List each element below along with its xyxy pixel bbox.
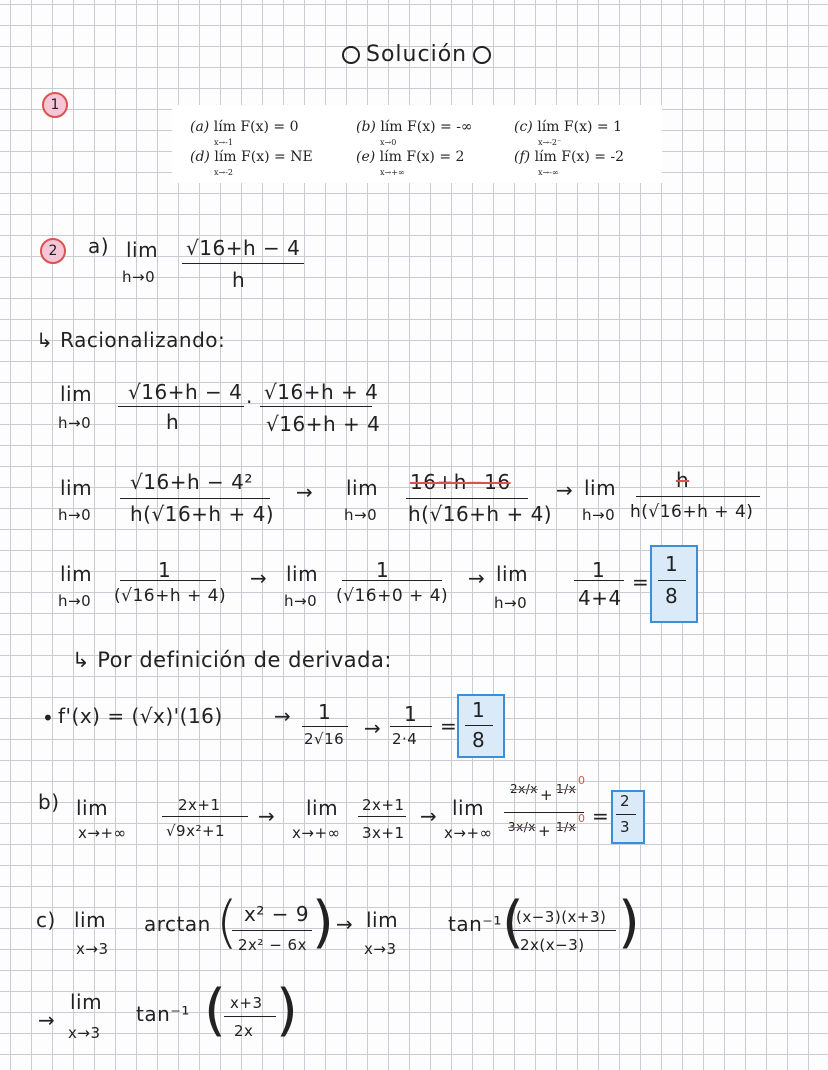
fraction-bar xyxy=(120,498,270,499)
step2-den3: h(√16+h + 4) xyxy=(630,502,754,522)
part-c-sub2: x→3 xyxy=(364,940,397,958)
part-c-den: 2x² − 6x xyxy=(238,936,307,954)
result-num: 2 xyxy=(620,792,631,810)
answer-a-sub: x→-1 xyxy=(214,138,234,147)
fraction-bar xyxy=(260,406,372,407)
step3-den2: (√16+0 + 4) xyxy=(336,586,449,606)
answer-e: (e) lím F(x) = 2 xyxy=(356,149,465,165)
part-b-num3b: 1/x xyxy=(556,782,577,796)
arrow-icon: → xyxy=(556,478,574,502)
fraction-bar xyxy=(512,930,616,931)
step3-num: 1 xyxy=(158,558,172,582)
arrow-icon: → xyxy=(336,912,354,936)
page-title: Solución xyxy=(336,42,497,67)
answer-d: (d) lím F(x) = NE xyxy=(190,149,313,165)
paren-left: ( xyxy=(502,890,525,955)
derivative-den2: 2·4 xyxy=(392,730,418,748)
result-den: 8 xyxy=(665,584,679,608)
arrow-icon: → xyxy=(420,804,438,828)
part-b-lim: lim xyxy=(76,796,109,820)
answer-f-sub: x→-∞ xyxy=(538,168,559,177)
arrow-icon: → xyxy=(274,704,292,728)
fraction-bar xyxy=(342,580,442,581)
fraction-bar xyxy=(302,726,348,727)
answer-b-sub: x→0 xyxy=(380,138,397,147)
step2-den: h(√16+h + 4) xyxy=(130,502,275,526)
part-a-numerator: √16+h − 4 xyxy=(186,236,301,260)
result-den: 3 xyxy=(620,818,631,836)
result-den: 8 xyxy=(472,728,486,752)
part-b-den3-zero: 0 xyxy=(578,812,586,825)
part-b-num: 2x+1 xyxy=(178,796,221,814)
step3-num2: 1 xyxy=(376,558,390,582)
answer-e-sub: x→+∞ xyxy=(380,168,405,177)
part-c-lim3: lim xyxy=(70,990,103,1014)
part-c-lim2: lim xyxy=(366,908,399,932)
step3-lim: lim xyxy=(60,562,93,586)
arrow-icon: → xyxy=(468,566,486,590)
part-b-den3b: 1/x xyxy=(556,820,577,834)
equals-sign: = xyxy=(440,714,458,738)
paren-right: ) xyxy=(276,978,299,1043)
answer-b: (b) lím F(x) = -∞ xyxy=(356,119,473,135)
answer-d-sub: x→-2 xyxy=(214,168,234,177)
part-c-den3: 2x xyxy=(234,1022,254,1040)
step2-sub3: h→0 xyxy=(582,506,616,524)
part-a-sub: h→0 xyxy=(122,268,156,286)
bullet: • xyxy=(42,706,55,730)
answer-a: (a) lím F(x) = 0 xyxy=(190,119,299,135)
result-num: 1 xyxy=(665,552,679,576)
part-a-label: a) xyxy=(88,234,110,258)
part-b-sub3: x→+∞ xyxy=(444,824,493,842)
part-c-func2: tan⁻¹ xyxy=(448,912,502,936)
circle-icon xyxy=(342,46,360,64)
step3-sub2: h→0 xyxy=(284,592,318,610)
step2-num2: 16+h−16 xyxy=(410,470,511,494)
step2-lim3: lim xyxy=(584,476,617,500)
step2-lim: lim xyxy=(60,476,93,500)
arrow-icon: → xyxy=(364,716,382,740)
part-b-sub2: x→+∞ xyxy=(292,824,341,842)
fraction-bar xyxy=(390,726,432,727)
part-b-den: √9x²+1 xyxy=(166,822,226,840)
step1-frac2-den: √16+h + 4 xyxy=(266,412,381,436)
fraction-bar xyxy=(232,930,312,931)
step1-sub: h→0 xyxy=(58,414,92,432)
step3-den: (√16+h + 4) xyxy=(114,586,227,606)
part-c-label: c) xyxy=(36,908,56,932)
answer-f: (f) lím F(x) = -2 xyxy=(514,149,625,165)
part-a-lim: lim xyxy=(126,238,159,262)
fraction-bar xyxy=(118,406,244,407)
part-b-lim3: lim xyxy=(452,796,485,820)
step2-lim2: lim xyxy=(346,476,379,500)
step3-num3: 1 xyxy=(592,558,606,582)
step2-num3: h xyxy=(676,468,690,492)
derivative-den1: 2√16 xyxy=(304,730,345,748)
problem-1-answers xyxy=(172,105,662,183)
step3-sub: h→0 xyxy=(58,592,92,610)
derivative-num2: 1 xyxy=(404,702,418,726)
part-b-den2: 3x+1 xyxy=(362,824,405,842)
part-c-num3: x+3 xyxy=(230,994,263,1012)
fraction-bar xyxy=(504,812,584,813)
equals-sign: = xyxy=(592,804,610,828)
part-b-lim2: lim xyxy=(306,796,339,820)
problem-2-number: 2 xyxy=(40,238,66,264)
derivative-heading: ↳ Por definición de derivada: xyxy=(72,648,392,672)
fraction-bar xyxy=(636,496,760,497)
problem-1-number: 1 xyxy=(42,92,68,118)
step1-dot: · xyxy=(246,390,253,414)
part-c-num: x² − 9 xyxy=(244,902,310,926)
arrow-icon: → xyxy=(258,804,276,828)
step1-frac1-num: √16+h − 4 xyxy=(128,380,243,404)
part-c-num2: (x−3)(x+3) xyxy=(516,908,607,926)
fraction-bar xyxy=(616,814,636,815)
fraction-bar xyxy=(358,816,406,817)
paren-right: ) xyxy=(312,890,335,955)
paren-left: ( xyxy=(204,978,227,1043)
fraction-bar xyxy=(574,580,624,581)
part-c-den2: 2x(x−3) xyxy=(520,936,585,954)
answer-c: (c) lím F(x) = 1 xyxy=(514,119,622,135)
part-c-func: arctan xyxy=(144,912,211,936)
paren-left: ( xyxy=(216,890,239,955)
step1-frac1-den: h xyxy=(166,410,180,434)
fraction-bar xyxy=(162,816,248,817)
step2-sub: h→0 xyxy=(58,506,92,524)
plus-sign: + xyxy=(540,786,554,804)
part-a-denominator: h xyxy=(232,268,246,292)
fraction-bar xyxy=(120,580,216,581)
part-c-sub3: x→3 xyxy=(68,1024,101,1042)
step2-den2: h(√16+h + 4) xyxy=(408,502,553,526)
derivative-expr: f'(x) = (√x)'(16) xyxy=(58,704,223,728)
step1-frac2-num: √16+h + 4 xyxy=(264,380,379,404)
fraction-bar xyxy=(658,580,686,581)
step3-sub3: h→0 xyxy=(494,594,528,612)
circle-icon xyxy=(473,46,491,64)
step2-num: √16+h − 4² xyxy=(130,470,253,494)
arrow-icon: → xyxy=(38,1008,56,1032)
paren-right: ) xyxy=(618,890,641,955)
fraction-bar xyxy=(465,725,493,726)
step3-den3: 4+4 xyxy=(578,586,622,610)
part-b-sub: x→+∞ xyxy=(78,824,127,842)
rationalizing-heading: ↳ Racionalizando: xyxy=(36,328,226,352)
part-c-lim: lim xyxy=(74,908,107,932)
result-num: 1 xyxy=(472,698,486,722)
fraction-bar xyxy=(224,1016,276,1017)
step3-lim3: lim xyxy=(496,562,529,586)
fraction-bar xyxy=(182,263,304,264)
equals-sign: = xyxy=(632,570,650,594)
arrow-icon: → xyxy=(250,566,268,590)
part-b-label: b) xyxy=(38,790,60,814)
derivative-num1: 1 xyxy=(318,700,332,724)
part-b-num3-zero: 0 xyxy=(578,774,586,787)
step3-lim2: lim xyxy=(286,562,319,586)
part-c-func3: tan⁻¹ xyxy=(136,1002,190,1026)
plus-sign: + xyxy=(538,822,552,840)
part-b-num3a: 2x/x xyxy=(510,782,538,796)
part-b-den3a: 3x/x xyxy=(508,820,536,834)
part-c-sub: x→3 xyxy=(76,940,109,958)
step2-sub2: h→0 xyxy=(344,506,378,524)
part-b-num2: 2x+1 xyxy=(362,796,405,814)
answer-c-sub: x→-2⁻ xyxy=(538,138,562,147)
step1-lim: lim xyxy=(60,382,93,406)
fraction-bar xyxy=(406,498,528,499)
arrow-icon: → xyxy=(296,480,314,504)
